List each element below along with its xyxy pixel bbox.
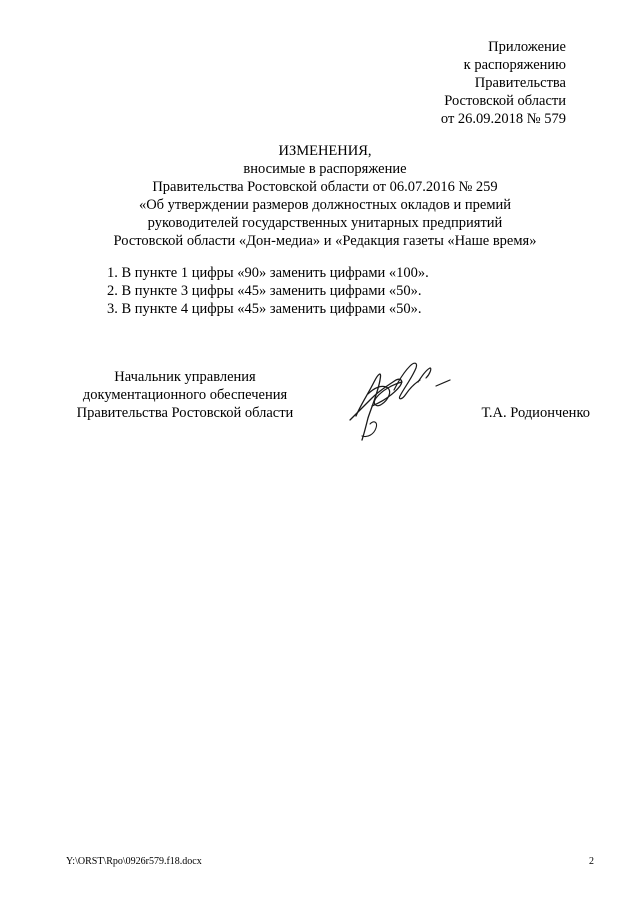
page-number: 2	[589, 856, 594, 867]
document-title	[60, 142, 590, 250]
title-line: Ростовской области «Дон-медиа» и «Редакция газеты «Наше время»	[113, 233, 537, 249]
title-line: руководителей государственных унитарных предприятий	[147, 215, 503, 231]
appendix-line: к распоряжению	[463, 57, 566, 73]
signer-position-line: Правительства Ростовской области	[76, 405, 294, 421]
appendix-date-number: от 26.09.2018 № 579	[440, 111, 566, 127]
handwritten-signature	[338, 354, 458, 444]
amendment-list	[107, 264, 429, 318]
list-item: 2. В пункте 3 цифры «45» заменить цифрами «50».	[107, 283, 422, 299]
appendix-header	[336, 38, 566, 128]
footer-file-path: Y:\ORST\Rpo\0926r579.f18.docx	[66, 856, 202, 867]
title-heading: ИЗМЕНЕНИЯ,	[278, 143, 372, 159]
list-item: 3. В пункте 4 цифры «45» заменить цифрами «50».	[107, 301, 422, 317]
appendix-line: Правительства	[474, 75, 566, 91]
list-item: 1. В пункте 1 цифры «90» заменить цифрами «100».	[107, 265, 429, 281]
signer-position-line: Начальник управления	[114, 369, 256, 385]
title-line: «Об утверждении размеров должностных окладов и премий	[138, 197, 512, 213]
title-line: вносимые в распоряжение	[243, 161, 407, 177]
title-line: Правительства Ростовской области от 06.07.2016 № 259	[152, 179, 498, 195]
signer-name: Т.А. Родионченко	[481, 405, 590, 421]
signer-position-line: документационного обеспечения	[82, 387, 288, 403]
signer-position	[70, 368, 300, 422]
appendix-line: Ростовской области	[444, 93, 566, 109]
appendix-line: Приложение	[488, 39, 566, 55]
